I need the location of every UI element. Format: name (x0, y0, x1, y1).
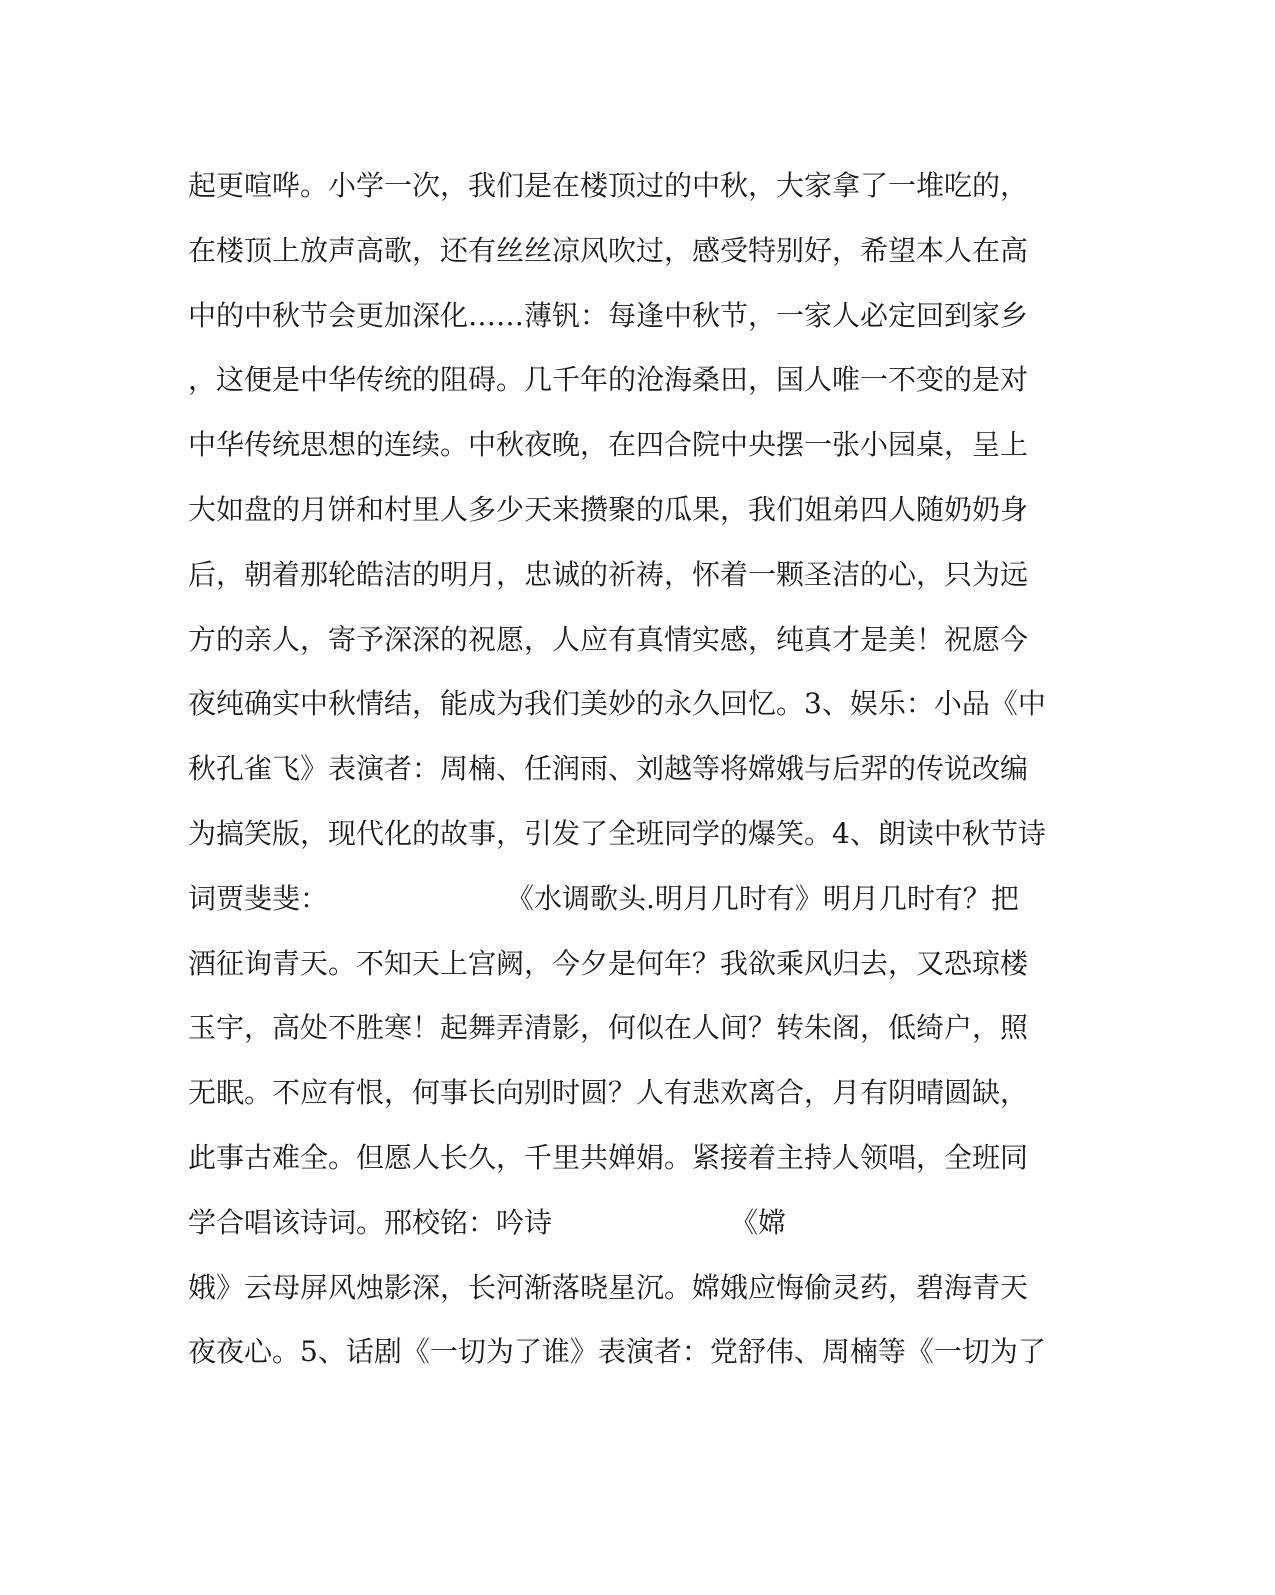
text-line: 中的中秋节会更加深化……薄钒：每逢中秋节，一家人必定回到家乡 (188, 298, 1029, 332)
text-line: 方的亲人，寄予深深的祝愿，人应有真情实感，纯真才是美！祝愿今 (188, 622, 1029, 656)
text-line: 娥》云母屏风烛影深，长河渐落晓星沉。嫦娥应悔偷灵药，碧海青天 (188, 1270, 1029, 1304)
text-line: 玉宇，高处不胜寒！起舞弄清影，何似在人间？转朱阁，低绮户，照 (188, 1011, 1029, 1045)
text-line: 学合唱该诗词。邢校铭：吟诗 《嫦 (188, 1205, 787, 1239)
text-line: 秋孔雀飞》表演者：周楠、任润雨、刘越等将嫦娥与后羿的传说改编 (188, 752, 1029, 786)
text-line: ，这便是中华传统的阻碍。几千年的沧海桑田，国人唯一不变的是对 (188, 363, 1029, 397)
text-line: 在楼顶上放声高歌，还有丝丝凉风吹过，感受特别好，希望本人在高 (188, 233, 1029, 267)
text-line: 夜纯确实中秋情结，能成为我们美妙的永久回忆。3、娱乐：小品《中 (188, 687, 1046, 721)
text-line: 无眠。不应有恨，何事长向别时圆？人有悲欢离合，月有阴晴圆缺， (188, 1076, 1029, 1110)
text-line: 夜夜心。5、话剧《一切为了谁》表演者：党舒伟、周楠等《一切为了 (188, 1335, 1046, 1369)
text-line: 后，朝着那轮皓洁的明月，忠诚的祈祷，怀着一颗圣洁的心，只为远 (188, 557, 1029, 591)
text-line: 酒征询青天。不知天上宫阙，今夕是何年？我欲乘风归去，又恐琼楼 (188, 946, 1029, 980)
text-line: 词贾斐斐： 《水调歌头.明月几时有》明月几时有？把 (188, 881, 1019, 915)
text-line: 起更喧哗。小学一次，我们是在楼顶过的中秋，大家拿了一堆吃的， (188, 169, 1029, 202)
text-line: 大如盘的月饼和村里人多少天来攒聚的瓜果，我们姐弟四人随奶奶身 (188, 492, 1029, 526)
body-text (188, 154, 1068, 1385)
text-line: 中华传统思想的连续。中秋夜晚，在四合院中央摆一张小园桌，呈上 (188, 428, 1029, 462)
text-line: 为搞笑版，现代化的故事，引发了全班同学的爆笑。4、朗读中秋节诗 (188, 816, 1046, 850)
text-line: 此事古难全。但愿人长久，千里共婵娟。紧接着主持人领唱，全班同 (188, 1140, 1029, 1174)
